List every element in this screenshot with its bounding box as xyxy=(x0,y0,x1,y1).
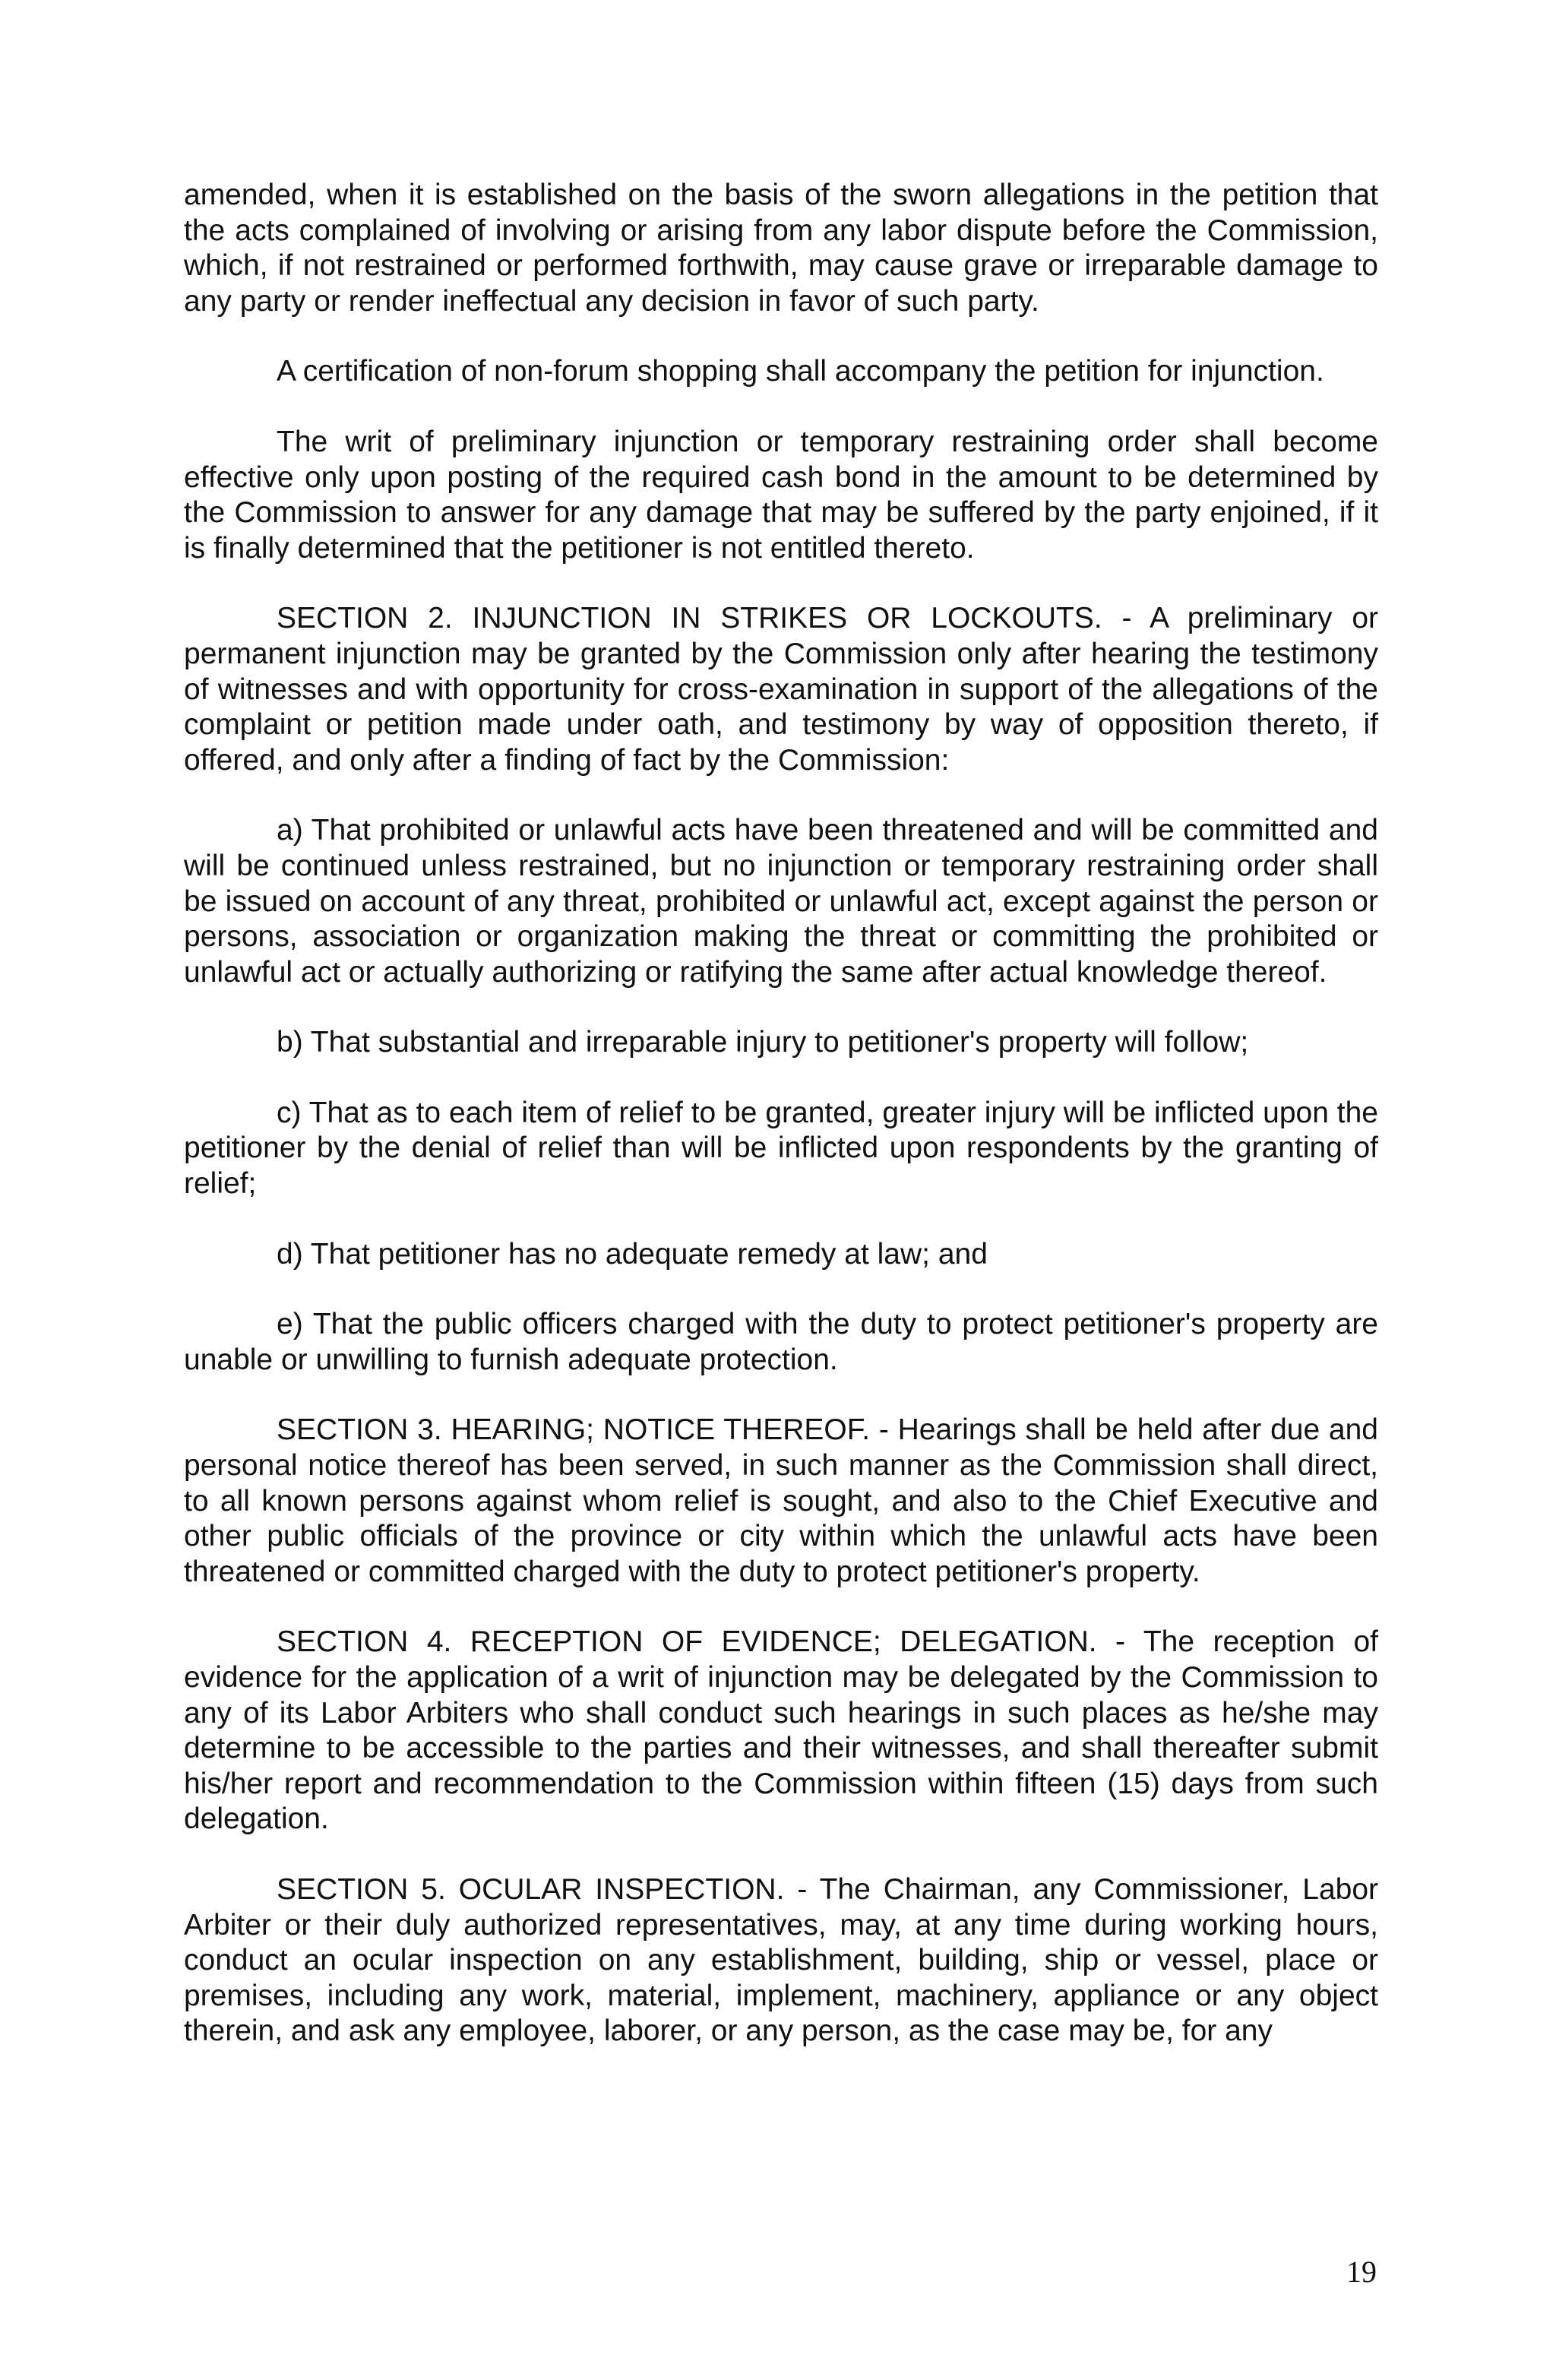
item-e-paragraph: e) That the public officers charged with the duty to protect petitioner's property are unable or unwilling to furnish adequate protection. xyxy=(184,1308,1378,1376)
paragraph-non-forum-shopping: A certification of non-forum shopping shall accompany the petition for injunction. xyxy=(277,355,1324,388)
section-4-paragraph: SECTION 4. RECEPTION OF EVIDENCE; DELEGATION. - The reception of evidence for the application of a writ of injunction may be delegated by the Commission to any of its Labor Arbiters who shall conduct such hearings in such places as he/she may determine to be accessible to the parties and their witnesses, and shall thereafter submit his/her report and recommendation to the Commission within fifteen (15) days from such delegation. xyxy=(184,1625,1378,1836)
item-d-paragraph: d) That petitioner has no adequate remedy at law; and xyxy=(277,1237,988,1271)
page-number: 19 xyxy=(1346,2255,1377,2289)
paragraph-continuation: amended, when it is established on the basis of the sworn allegations in the petition that the acts complained of involving or arising from any labor dispute before the Commission, which, if not restrained or performed forthwith, may cause grave or irreparable damage to any party or render ineffectual any decision in favor of such party. xyxy=(184,179,1378,318)
section-3-paragraph: SECTION 3. HEARING; NOTICE THEREOF. - Hearings shall be held after due and personal notice thereof has been served, in such manner as the Commission shall direct, to all known persons against whom relief is sought, and also to the Chief Executive and other public officials of the province or city within which the unlawful acts have been threatened or committed charged with the duty to protect petitioner's property. xyxy=(184,1413,1378,1588)
section-5-paragraph: SECTION 5. OCULAR INSPECTION. - The Chairman, any Commissioner, Labor Arbiter or their duly authorized representatives, may, at any time during working hours, conduct an ocular inspection on any establishment, building, ship or vessel, place or premises, including any work, material, implement, machinery, appliance or any object therein, and ask any employee, laborer, or any person, as the case may be, for any xyxy=(184,1872,1378,2048)
item-a-paragraph: a) That prohibited or unlawful acts have been threatened and will be committed and will be continued unless restrained, but no injunction or temporary restraining order shall be issued on account of any threat, prohibited or unlawful act, except against the person or persons, association or organization making the threat or committing the prohibited or unlawful act or actually authorizing or ratifying the same after actual knowledge thereof. xyxy=(184,814,1378,989)
paragraph-writ-bond: The writ of preliminary injunction or temporary restraining order shall become effective only upon posting of the required cash bond in the amount to be determined by the Commission to answer for any damage that may be suffered by the party enjoined, if it is finally determined that the petitioner is not entitled thereto. xyxy=(184,425,1378,565)
item-b-paragraph: b) That substantial and irreparable injury to petitioner's property will follow; xyxy=(277,1026,1249,1059)
document-body xyxy=(184,178,1378,2084)
item-c-paragraph: c) That as to each item of relief to be granted, greater injury will be inflicted upon the petitioner by the denial of relief than will be inflicted upon respondents by the granting of relief; xyxy=(184,1096,1378,1201)
section-2-paragraph: SECTION 2. INJUNCTION IN STRIKES OR LOCKOUTS. - A preliminary or permanent injunction may be granted by the Commission only after hearing the testimony of witnesses and with opportunity for cross-examination in support of the allegations of the complaint or petition made under oath, and testimony by way of opposition thereto, if offered, and only after a finding of fact by the Commission: xyxy=(184,602,1378,777)
